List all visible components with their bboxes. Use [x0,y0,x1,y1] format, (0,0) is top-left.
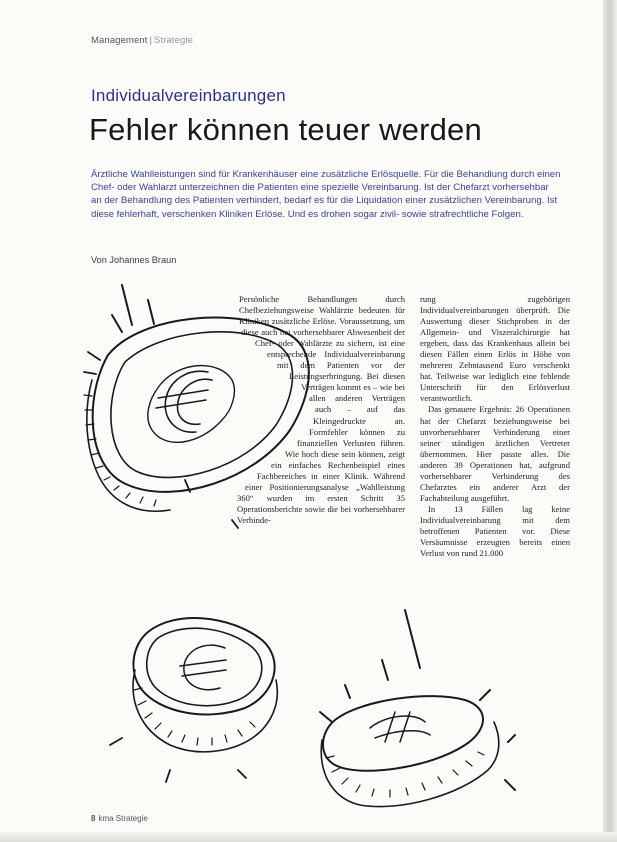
column-2-paragraph-3: In 13 Fällen lag keine Individualvereinbarung mit dem betroffenen Patienten vor. Diese Versäumnisse erzeugten bereits einen Verlust von rund 21.000 [420,503,570,559]
body-column-1 [237,294,405,526]
column-1-text: Persönliche Behandlungen durch Chefbeziehungsweise Wahlärzte bedeuten für Kliniken zusätzliche Erlöse. Voraussetzung, um diese auch bei vorhersehbarer Abwesenheit der Chef- oder Wahlärzte zu sichern, ist eine entsprechende Individualvereinbarung mit dem Patienten vor der Leistungserbringung. Bei diesen Verträgen kommt es – wie bei allen anderen Verträgen auch – auf das Kleingedruckte an. Formfehler können zu finanziellen Verlusten führen. Wie hoch diese sein können, zeigt ein einfaches Rechenbeispiel eines Fachbereiches in einer Klinik. Während einer Positionierungsanalyse „Wahlleistung 360“ wurden im ersten Schritt 35 Operationsberichte sowie die bei vorhersehbarer Verhinde- [237,294,405,525]
breadcrumb-separator: | [149,35,153,46]
article-byline: Von Johannes Braun [91,255,177,265]
page-footer [91,814,148,823]
column-2-paragraph-1: rung zugehörigen Individualvereinbarungen überprüft. Die Auswertung dieser Stichproben in der Allgemein- und Viszeralchirurgie hat ergeben, dass das Krankenhaus allein bei diesen Fällen einen Erlös in Höhe von mehreren Zehntausend Euro verschenkt hat. Teilweise war lediglich eine fehlende Unterschrift für den Erlösverlust verantwortlich. [420,294,570,404]
body-column-2 [420,294,570,559]
breadcrumb-subsection: Strategie [154,35,193,46]
publication-name: kma Strategie [98,814,148,823]
breadcrumb-section: Management [91,35,148,46]
article-lead: Ärztliche Wahlleistungen sind für Krankenhäuser eine zusätzliche Erlösquelle. Für die Behandlung durch einen Chef- oder Wahlarzt unterzeichnen die Patienten eine spezielle Vereinbarung. Ist der Chefarzt vorhersehbar an der Behandlung des Patienten verhindert, bedarf es für die Liquidation einer zusätzlichen Vereinbarung. Ist diese fehlerhaft, verschenken Kliniken Erlöse. Und es drohen sogar zivil- sowie strafrechtliche Folgen. [91,169,561,220]
article-title: Fehler können teuer werden [89,112,482,147]
coin-3 [320,610,515,807]
column-2-paragraph-2: Das genauere Ergebnis: 26 Operationen hat der Chefarzt beziehungsweise bei unvorhersehbarer Verhinderung einer seiner ständigen ärztlichen Vertreter übernommen. Hier passte alles. Die anderen 39 Operationen hat, aufgrund vorhersehbarer Verhinderung des Chefarztes ein anderer Arzt der Fachabteilung ausgeführt. [420,404,570,503]
coin-2 [110,618,277,782]
article-kicker: Individualvereinbarungen [91,86,286,105]
page-number: 8 [91,814,96,823]
